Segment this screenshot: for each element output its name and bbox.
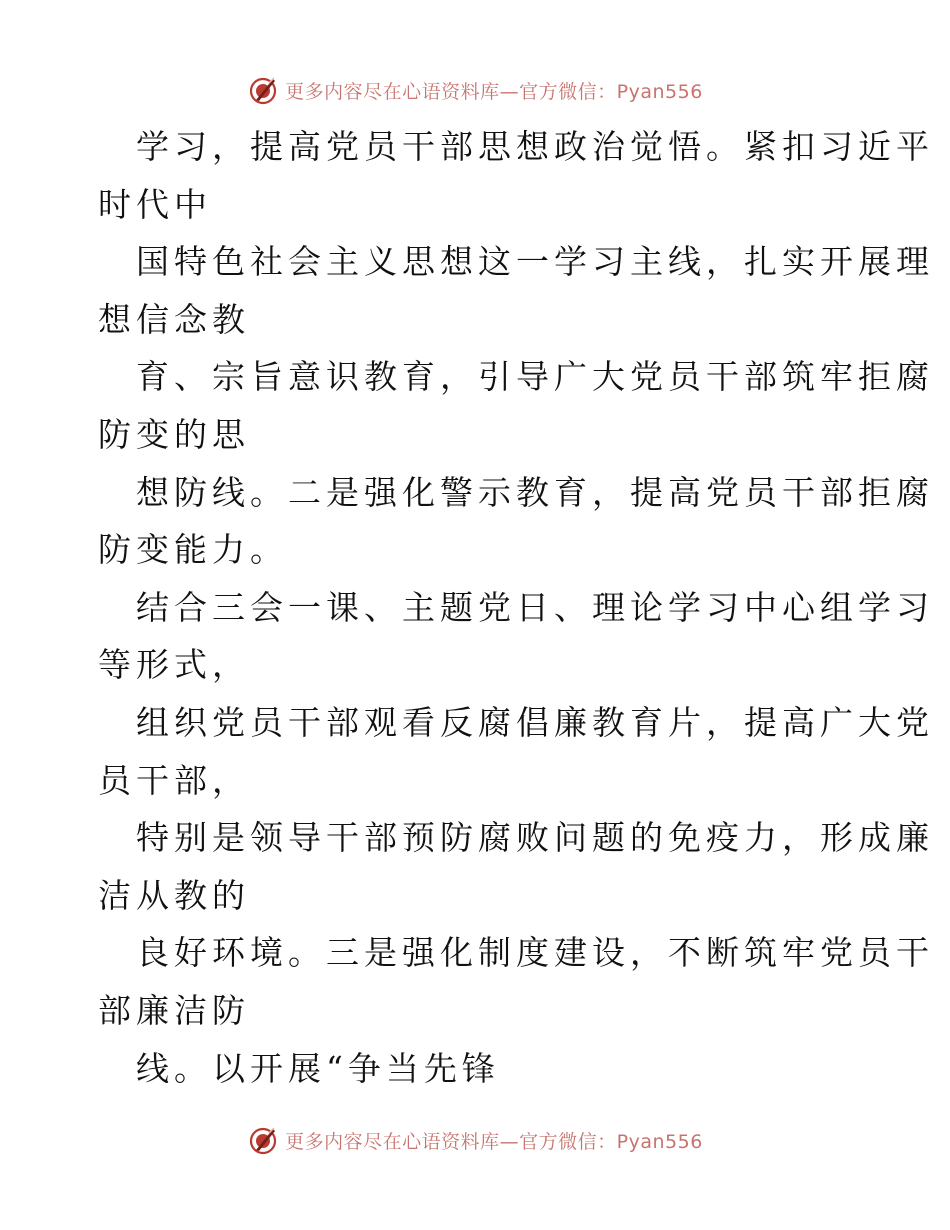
text-line: 良好环境。三是强化制度建设，不断筑牢党员干 — [136, 933, 934, 973]
header-banner — [0, 70, 950, 110]
text-line: 防变能力。 — [98, 530, 288, 570]
footer-banner — [0, 1120, 950, 1160]
text-line: 时代中 — [98, 184, 212, 224]
text-line: 部廉洁防 — [98, 990, 250, 1030]
text-line: 特别是领导干部预防腐败问题的免疫力，形成廉 — [136, 818, 934, 858]
footer-banner-text: 更多内容尽在心语资料库—官方微信：Pyan556 — [285, 1130, 703, 1153]
text-line: 防变的思 — [98, 414, 250, 454]
text-line: 洁从教的 — [98, 875, 250, 915]
quill-seal-icon — [247, 1124, 279, 1156]
text-line: 想信念教 — [98, 299, 250, 339]
text-line: 学习，提高党员干部思想政治觉悟。紧扣习近平 — [136, 127, 934, 166]
text-line: 等形式， — [98, 645, 250, 685]
text-line: 国特色社会主义思想这一学习主线，扎实开展理 — [136, 242, 934, 282]
text-line: 组织党员干部观看反腐倡廉教育片，提高广大党 — [136, 702, 934, 742]
text-line: 结合三会一课、主题党日、理论学习中心组学习 — [136, 587, 934, 627]
text-line: 育、宗旨意识教育，引导广大党员干部筑牢拒腐 — [136, 357, 934, 397]
text-line: 线。以开展“争当先锋 — [136, 1048, 500, 1088]
text-line: 员干部， — [98, 760, 250, 800]
document-body — [98, 118, 934, 1097]
header-banner-text: 更多内容尽在心语资料库—官方微信：Pyan556 — [285, 80, 703, 103]
text-line: 想防线。二是强化警示教育，提高党员干部拒腐 — [136, 472, 934, 512]
quill-seal-icon — [247, 74, 279, 106]
